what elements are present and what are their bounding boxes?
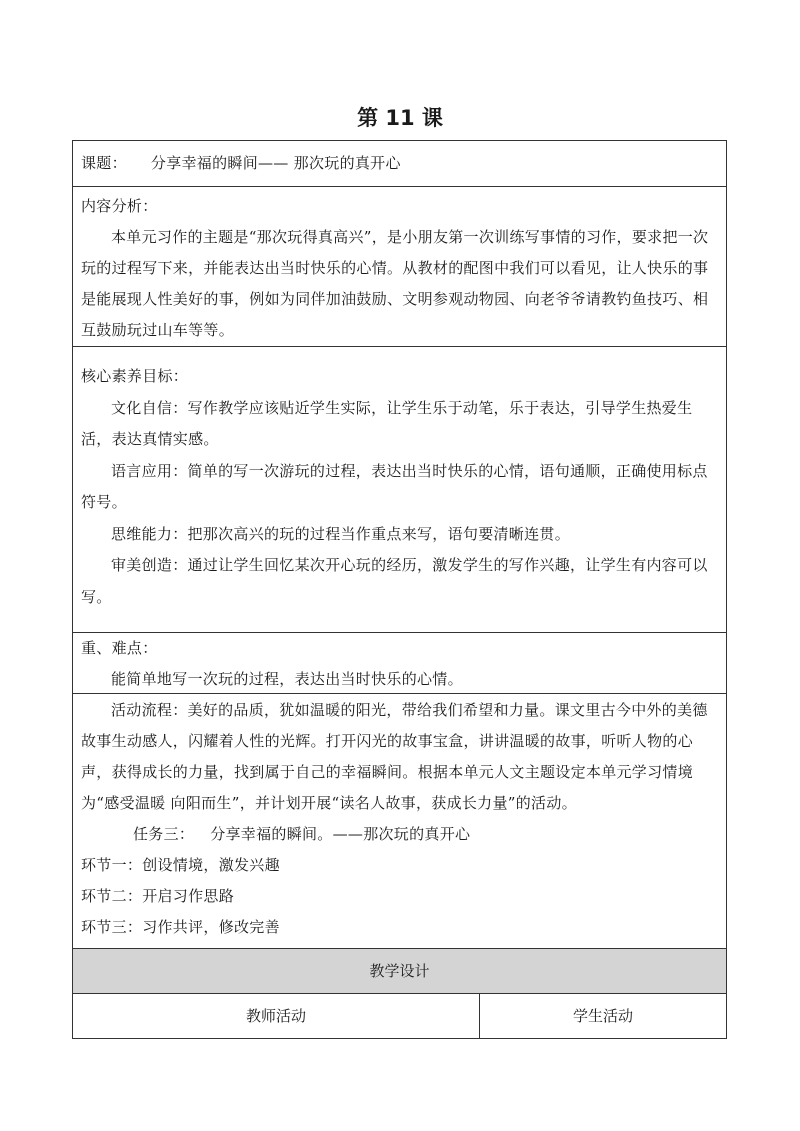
goal-culture: 文化自信：写作教学应该贴近学生实际，让学生乐于动笔，乐于表达，引导学生热爱生活，表达真情实感。 xyxy=(81,398,693,448)
content-analysis-text: 本单元习作的主题是“那次玩得真高兴”，是小朋友第一次训练写事情的习作，要求把一次玩的过程写下来，并能表达出当时快乐的心情。从教材的配图中我们可以看见，让人快乐的事是能展现人性美好的事，例如为同伴加油鼓励、文明参观动物园、向老爷爷请教钓鱼技巧、相互鼓励玩过山车等等。 xyxy=(81,228,709,339)
goal-language: 语言应用：简单的写一次游玩的过程，表达出当时快乐的心情，语句通顺，正确使用标点符号。 xyxy=(81,461,708,511)
key-points-heading: 重、难点： xyxy=(81,639,158,657)
student-activity-header: 学生活动 xyxy=(572,1007,633,1025)
topic-label: 课题： xyxy=(81,154,127,172)
activity-flow-text: 活动流程：美好的品质，犹如温暖的阳光，带给我们希望和力量。课文里古今中外的美德故事生动感人，闪耀着人性的光辉。打开闪光的故事宝盒，讲讲温暖的故事，听听人物的心声，获得成长的力量，找到属于自己的幸福瞬间。根据本单元人文主题设定本单元学习情境为“感受温暖 向阳而生”，并计划开展“读名人故事，获成长力量”的活动。 xyxy=(81,701,708,812)
task-label: 任务三： xyxy=(133,825,195,843)
step-three: 环节三：习作共评，修改完善 xyxy=(81,918,280,936)
core-goals-section xyxy=(73,346,726,632)
key-points-text: 能简单地写一次玩的过程，表达出当时快乐的心情。 xyxy=(111,670,463,688)
step-two: 环节二：开启习作思路 xyxy=(81,887,235,905)
task-line xyxy=(81,819,720,850)
teaching-design-header: 教学设计 xyxy=(73,948,726,993)
step-one: 环节一：创设情境，激发兴趣 xyxy=(81,856,280,874)
goal-aesthetic: 审美创造：通过让学生回忆某次开心玩的经历，激发学生的写作兴趣，让学生有内容可以写。 xyxy=(81,556,708,606)
key-points-section xyxy=(73,632,726,693)
topic-value: 分享幸福的瞬间—— 那次玩的真开心 xyxy=(150,154,401,172)
content-analysis-section xyxy=(73,186,726,346)
teacher-activity-header: 教师活动 xyxy=(73,994,480,1038)
content-analysis-heading: 内容分析： xyxy=(81,197,158,215)
activity-columns-row xyxy=(73,993,726,1038)
page-title: 第 11 课 xyxy=(357,106,443,130)
task-value: 分享幸福的瞬间。——那次玩的真开心 xyxy=(210,825,471,843)
topic-row xyxy=(73,141,726,186)
goal-thinking: 思维能力：把那次高兴的玩的过程当作重点来写，语句要清晰连贯。 xyxy=(111,524,571,543)
activity-flow-section xyxy=(73,693,726,948)
core-goals-heading: 核心素养目标： xyxy=(81,367,189,385)
lesson-plan-table xyxy=(72,140,727,1039)
